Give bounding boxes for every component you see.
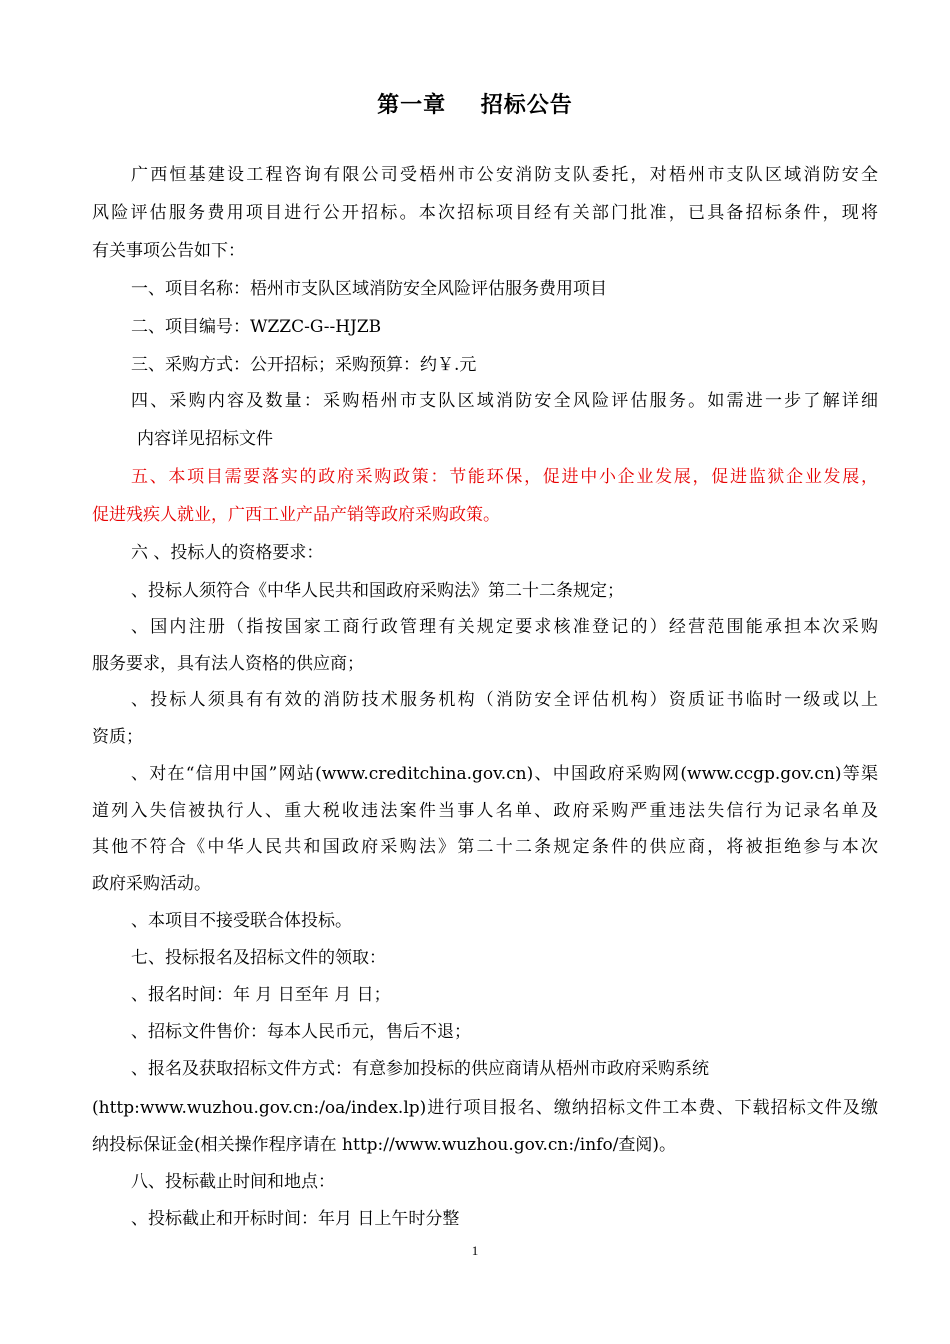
registration-method-cont-1: (http:www.wuzhou.gov.cn:/oa/index.lp)进行项目报名、缴纳招标文件工本费、下载招标文件及缴	[92, 1098, 878, 1118]
intro-line-2: 风险评估服务费用项目进行公开招标。本次招标项目经有关部门批准，已具备招标条件，现将	[92, 203, 878, 223]
item-qualifications-heading: 六 、投标人的资格要求：	[131, 543, 324, 563]
qualification-2: 、国内注册（指按国家工商行政管理有关规定要求核准登记的）经营范围能承担本次采购	[131, 617, 878, 637]
qualification-4: 、对在“信用中国”网站(www.creditchina.gov.cn)、中国政府采购网(www.ccgp.gov.cn)等渠	[131, 764, 878, 784]
qualification-3: 、投标人须具有有效的消防技术服务机构（消防安全评估机构）资质证书临时一级或以上	[131, 690, 878, 710]
item-registration-heading: 七、投标报名及招标文件的领取：	[131, 948, 386, 968]
item-procurement-content-cont: 内容详见招标文件	[137, 429, 273, 449]
qualification-3-cont: 资质；	[92, 727, 143, 747]
page-number: 1	[471, 1243, 479, 1258]
intro-line-3: 有关事项公告如下：	[92, 241, 245, 261]
qualification-1: 、投标人须符合《中华人民共和国政府采购法》第二十二条规定；	[131, 581, 624, 601]
document-price: 、招标文件售价：每本人民币元，售后不退；	[131, 1022, 471, 1042]
item-project-number: 二、项目编号：WZZC-G--HJZB	[131, 317, 382, 337]
qualification-4-cont-2: 其他不符合《中华人民共和国政府采购法》第二十二条规定条件的供应商，将被拒绝参与本次	[92, 837, 878, 857]
item-procurement-method: 三、采购方式：公开招标；采购预算：约￥.元	[131, 355, 477, 375]
qualification-2-cont: 服务要求，具有法人资格的供应商；	[92, 654, 364, 674]
item-deadline-heading: 八、投标截止时间和地点：	[131, 1172, 335, 1192]
intro-line-1: 广西恒基建设工程咨询有限公司受梧州市公安消防支队委托，对梧州市支队区域消防安全	[131, 165, 878, 185]
registration-method: 、报名及获取招标文件方式：有意参加投标的供应商请从梧州市政府采购系统	[131, 1059, 709, 1079]
item-procurement-content: 四、采购内容及数量：采购梧州市支队区域消防安全风险评估服务。如需进一步了解详细	[131, 391, 878, 411]
deadline-time: 、投标截止和开标时间：年月 日上午时分整	[131, 1209, 460, 1229]
chapter-title: 第一章 招标公告	[377, 92, 573, 118]
item-policy-cont: 促进残疾人就业，广西工业产品产销等政府采购政策。	[92, 505, 500, 525]
qualification-5: 、本项目不接受联合体投标。	[131, 911, 352, 931]
item-project-name: 一、项目名称：梧州市支队区域消防安全风险评估服务费用项目	[131, 279, 607, 299]
registration-time: 、报名时间：年 月 日至年 月 日；	[131, 985, 391, 1005]
item-policy: 五、本项目需要落实的政府采购政策：节能环保，促进中小企业发展，促进监狱企业发展，	[131, 467, 878, 487]
qualification-4-cont-1: 道列入失信被执行人、重大税收违法案件当事人名单、政府采购严重违法失信行为记录名单及	[92, 801, 878, 821]
registration-method-cont-2: 纳投标保证金(相关操作程序请在 http://www.wuzhou.gov.cn:/info/查阅)。	[92, 1135, 677, 1155]
qualification-4-cont-3: 政府采购活动。	[92, 874, 211, 894]
